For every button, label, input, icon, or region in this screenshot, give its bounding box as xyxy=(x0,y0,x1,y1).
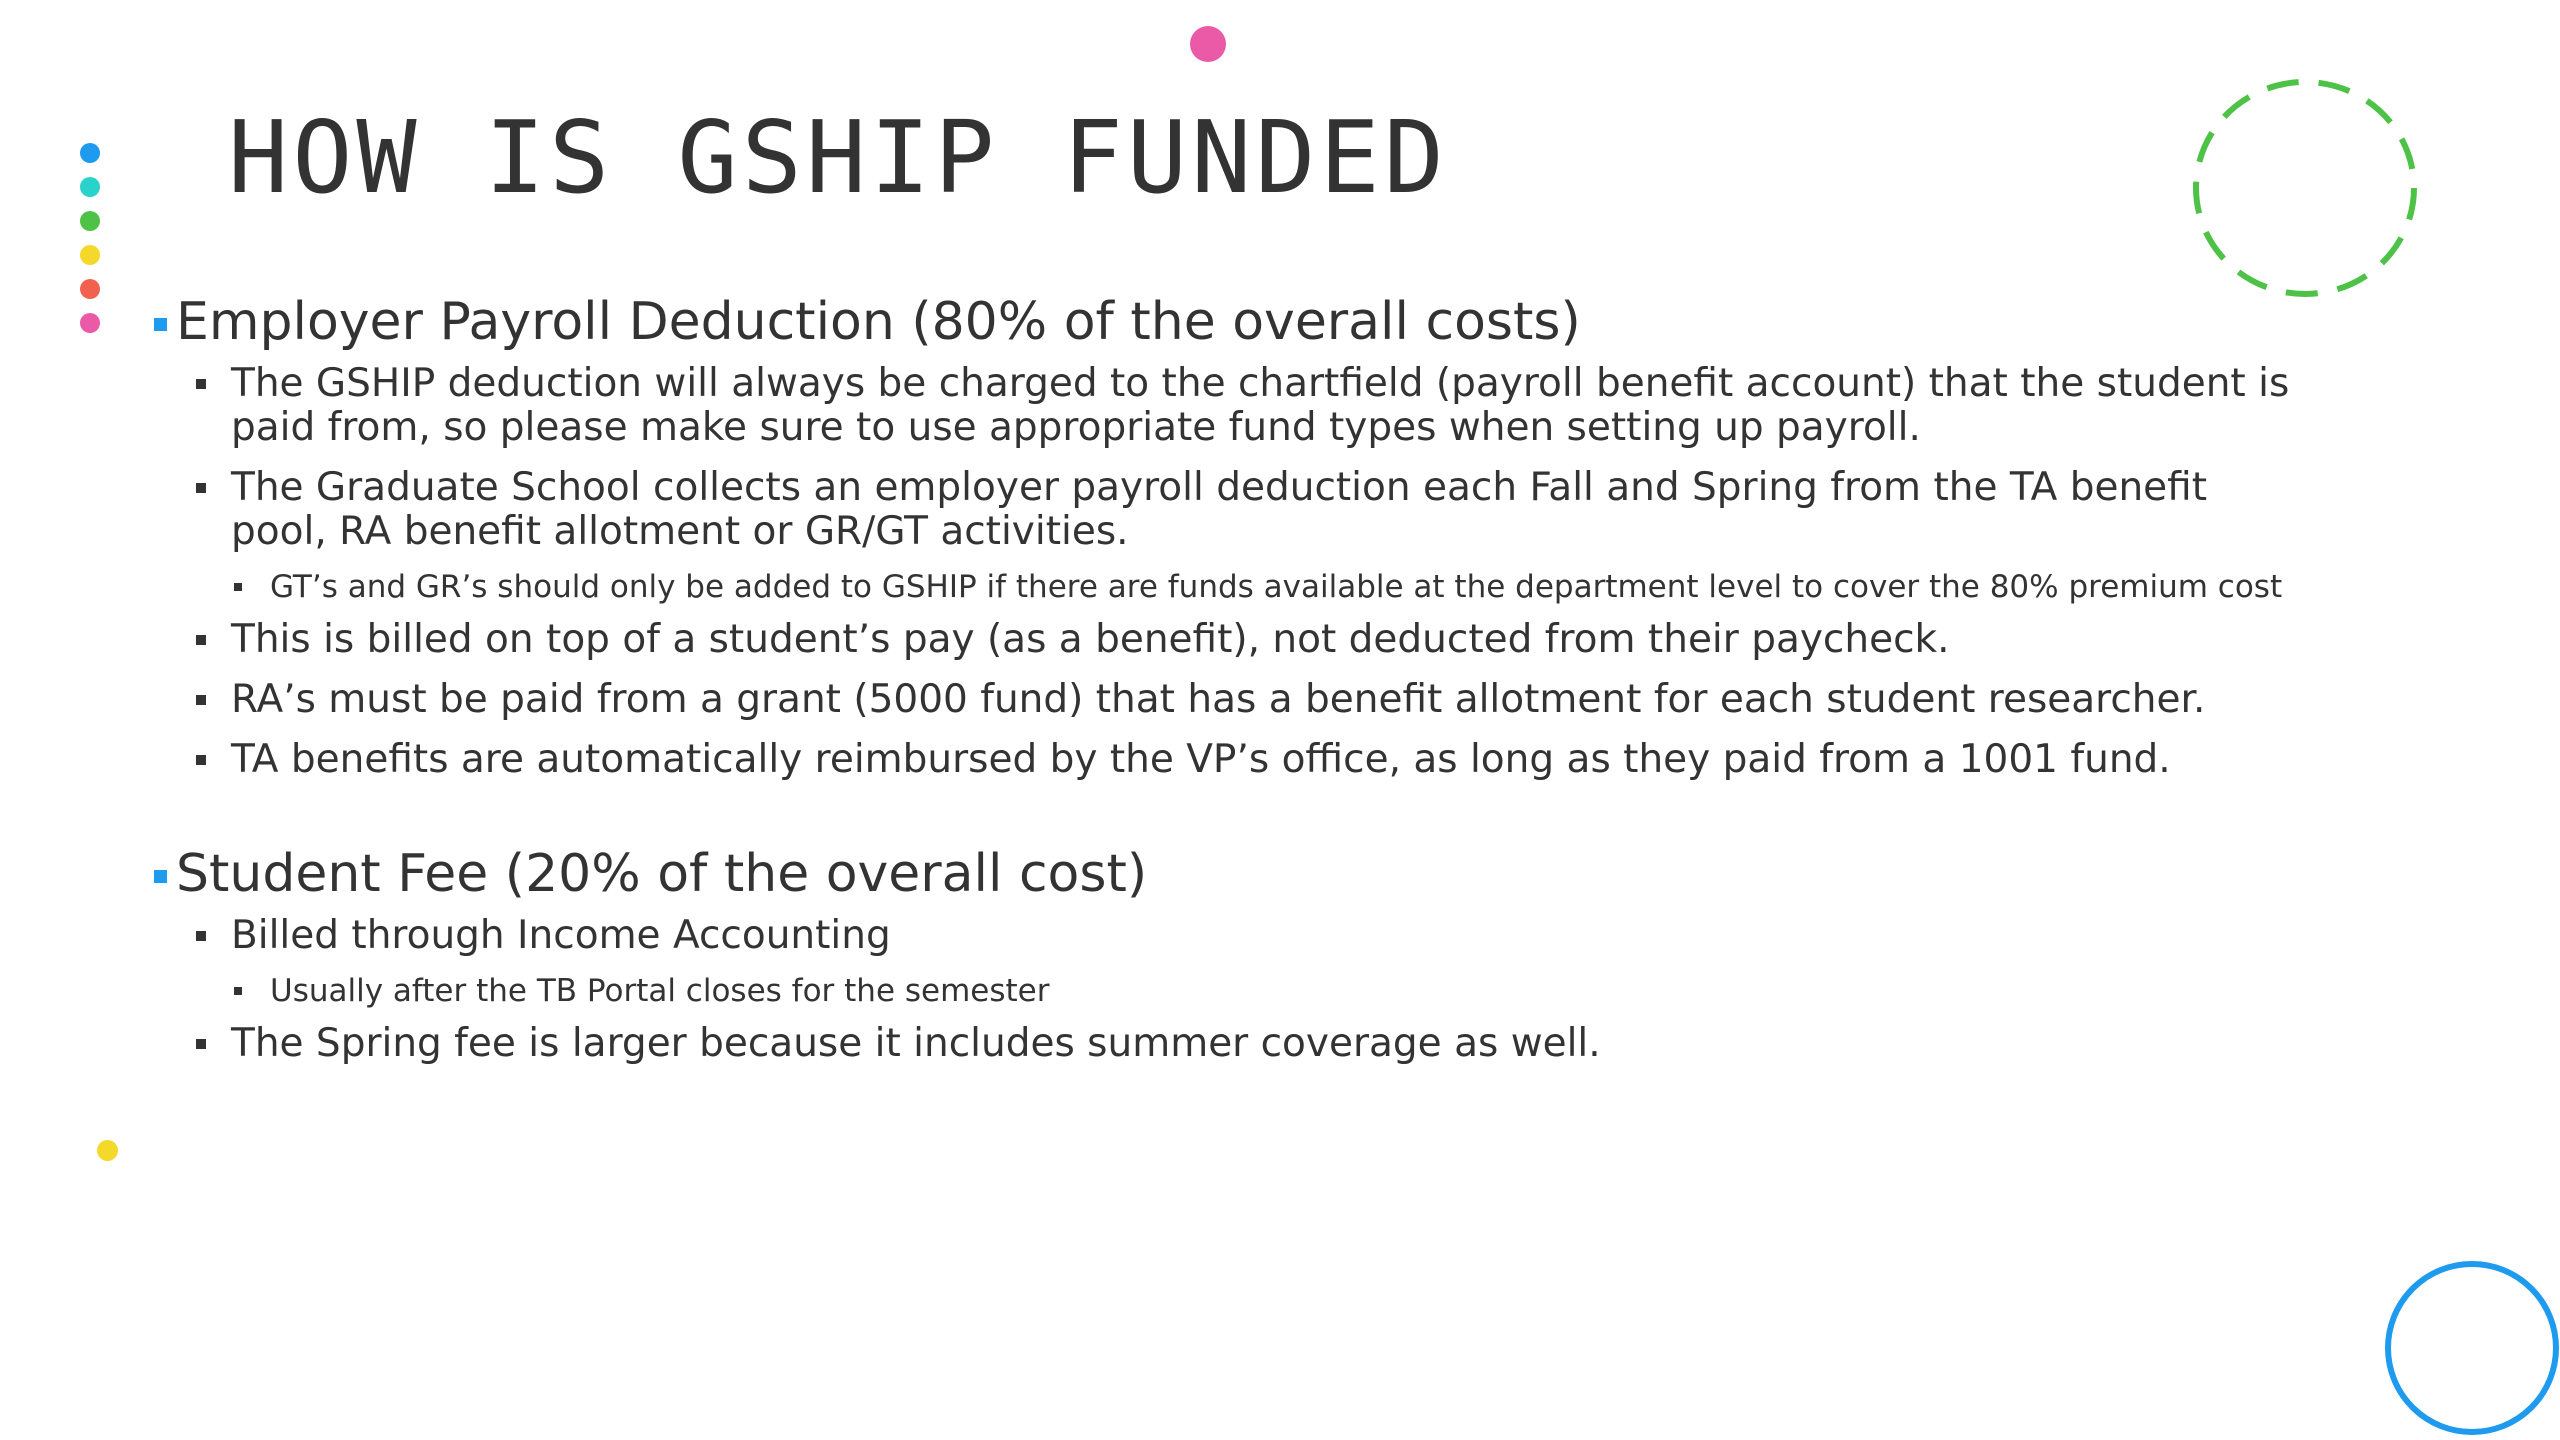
bullet-item: Billed through Income Accounting xyxy=(150,914,2290,958)
section-employer-payroll-deduction xyxy=(150,290,2290,782)
slide-content xyxy=(150,290,2290,1082)
bullet-item: This is billed on top of a student’s pay (as a benefit), not deducted from their paycheck. xyxy=(150,618,2290,662)
blue-circle-outline xyxy=(2380,1255,2560,1440)
section-heading: Student Fee (20% of the overall cost) xyxy=(150,842,2290,906)
yellow-dot xyxy=(80,245,100,265)
blue-dot xyxy=(80,143,100,163)
bullet-item: TA benefits are automatically reimbursed by the VP’s office, as long as they paid from a 1001 fund. xyxy=(150,738,2290,782)
sub-bullet-item: Usually after the TB Portal closes for the semester xyxy=(150,974,2290,1008)
pink-dot-top xyxy=(1190,26,1226,62)
bullet-item: The GSHIP deduction will always be charged to the chartfield (payroll benefit account) that the student is paid from, so please make sure to use appropriate fund types when setting up payroll. xyxy=(150,362,2290,450)
yellow-dot-bottom xyxy=(97,1140,118,1161)
orange-dot xyxy=(80,279,100,299)
bullet-item: The Graduate School collects an employer payroll deduction each Fall and Spring from the TA benefit pool, RA benefit allotment or GR/GT activities. xyxy=(150,466,2290,554)
green-dot xyxy=(80,211,100,231)
section-heading: Employer Payroll Deduction (80% of the overall costs) xyxy=(150,290,2290,354)
bullet-item: The Spring fee is larger because it includes summer coverage as well. xyxy=(150,1022,2290,1066)
bullet-item: RA’s must be paid from a grant (5000 fund) that has a benefit allotment for each student researcher. xyxy=(150,678,2290,722)
sub-bullet-item: GT’s and GR’s should only be added to GSHIP if there are funds available at the department level to cover the 80% premium cost xyxy=(150,570,2290,604)
dashed-green-circle xyxy=(2180,68,2430,308)
teal-dot xyxy=(80,177,100,197)
slide-title: HOW IS GSHIP FUNDED xyxy=(228,99,1448,216)
pink-dot xyxy=(80,313,100,333)
section-student-fee xyxy=(150,842,2290,1066)
